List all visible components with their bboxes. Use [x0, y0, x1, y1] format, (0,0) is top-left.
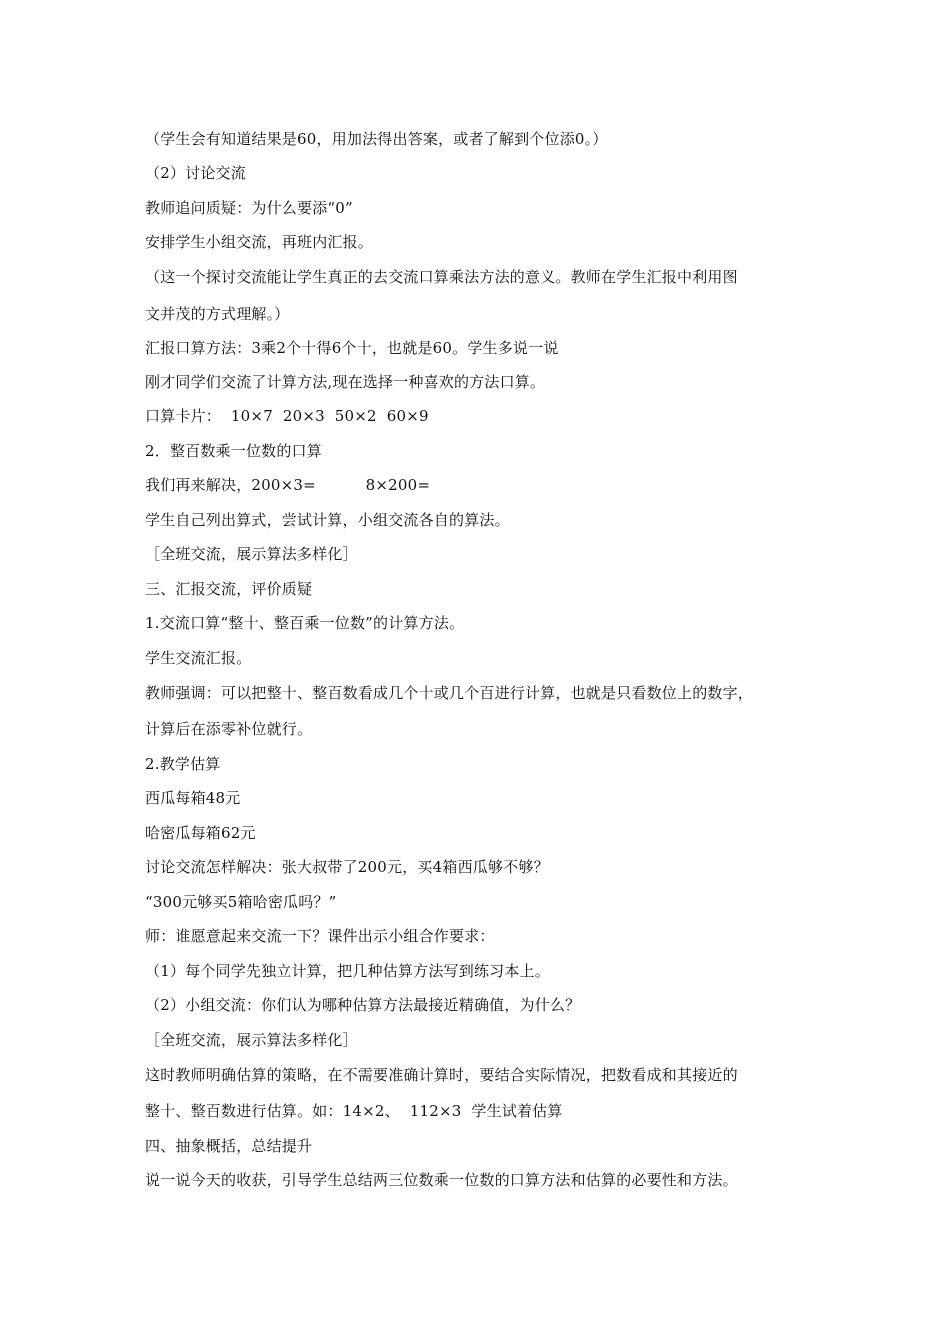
paragraph-line: 文并茂的方式理解。）	[145, 305, 290, 323]
paragraph-line: 我们再来解决，200×3= 8×200=	[145, 476, 431, 494]
paragraph-line: 刚才同学们交流了计算方法,现在选择一种喜欢的方法口算。	[145, 373, 546, 391]
paragraph-line: （2）讨论交流	[145, 164, 246, 182]
paragraph-line: 2.教学估算	[145, 755, 221, 773]
paragraph-line: 三、汇报交流，评价质疑	[145, 580, 313, 598]
paragraph-line: 1.交流口算“整十、整百乘一位数”的计算方法。	[145, 614, 465, 632]
paragraph-line: 计算后在添零补位就行。	[145, 720, 313, 738]
paragraph-line: 汇报口算方法：3乘2个十得6个十，也就是60。学生多说一说	[145, 339, 559, 357]
paragraph-line: 安排学生小组交流，再班内汇报。	[145, 233, 374, 251]
paragraph-line: 口算卡片： 10×7 20×3 50×2 60×9	[145, 407, 429, 425]
paragraph-line: 说一说今天的收获，引导学生总结两三位数乘一位数的口算方法和估算的必要性和方法。	[145, 1171, 738, 1189]
paragraph-line: （学生会有知道结果是60，用加法得出答案，或者了解到个位添0。）	[145, 130, 608, 148]
paragraph-line: 教师追问质疑：为什么要添“0”	[145, 199, 353, 217]
paragraph-line: 哈密瓜每箱62元	[145, 824, 256, 842]
paragraph-line: 讨论交流怎样解决：张大叔带了200元，买4箱西瓜够不够？	[145, 858, 549, 876]
paragraph-line: （1）每个同学先独立计算，把几种估算方法写到练习本上。	[145, 962, 550, 980]
paragraph-line: 学生交流汇报。	[145, 649, 252, 667]
paragraph-line: ［全班交流，展示算法多样化］	[145, 545, 358, 563]
paragraph-line: ［全班交流，展示算法多样化］	[145, 1031, 358, 1049]
paragraph-line: 西瓜每箱48元	[145, 789, 241, 807]
paragraph-line: “300元够买5箱哈密瓜吗？”	[145, 893, 337, 911]
paragraph-line: 整十、整百数进行估算。如：14×2、 112×3 学生试着估算	[145, 1102, 563, 1120]
paragraph-line: 教师强调：可以把整十、整百数看成几个十或几个百进行计算，也就是只看数位上的数字，	[145, 684, 754, 702]
paragraph-line: 2．整百数乘一位数的口算	[145, 442, 322, 460]
paragraph-line: 四、抽象概括，总结提升	[145, 1137, 313, 1155]
paragraph-line: 这时教师明确估算的策略，在不需要准确计算时，要结合实际情况，把数看成和其接近的	[145, 1066, 738, 1084]
paragraph-line: 学生自己列出算式，尝试计算，小组交流各自的算法。	[145, 511, 510, 529]
paragraph-line: （这一个探讨交流能让学生真正的去交流口算乘法方法的意义。教师在学生汇报中利用图	[145, 268, 738, 286]
paragraph-line: （2）小组交流：你们认为哪种估算方法最接近精确值，为什么？	[145, 996, 581, 1014]
paragraph-line: 师：谁愿意起来交流一下？课件出示小组合作要求：	[145, 927, 495, 945]
